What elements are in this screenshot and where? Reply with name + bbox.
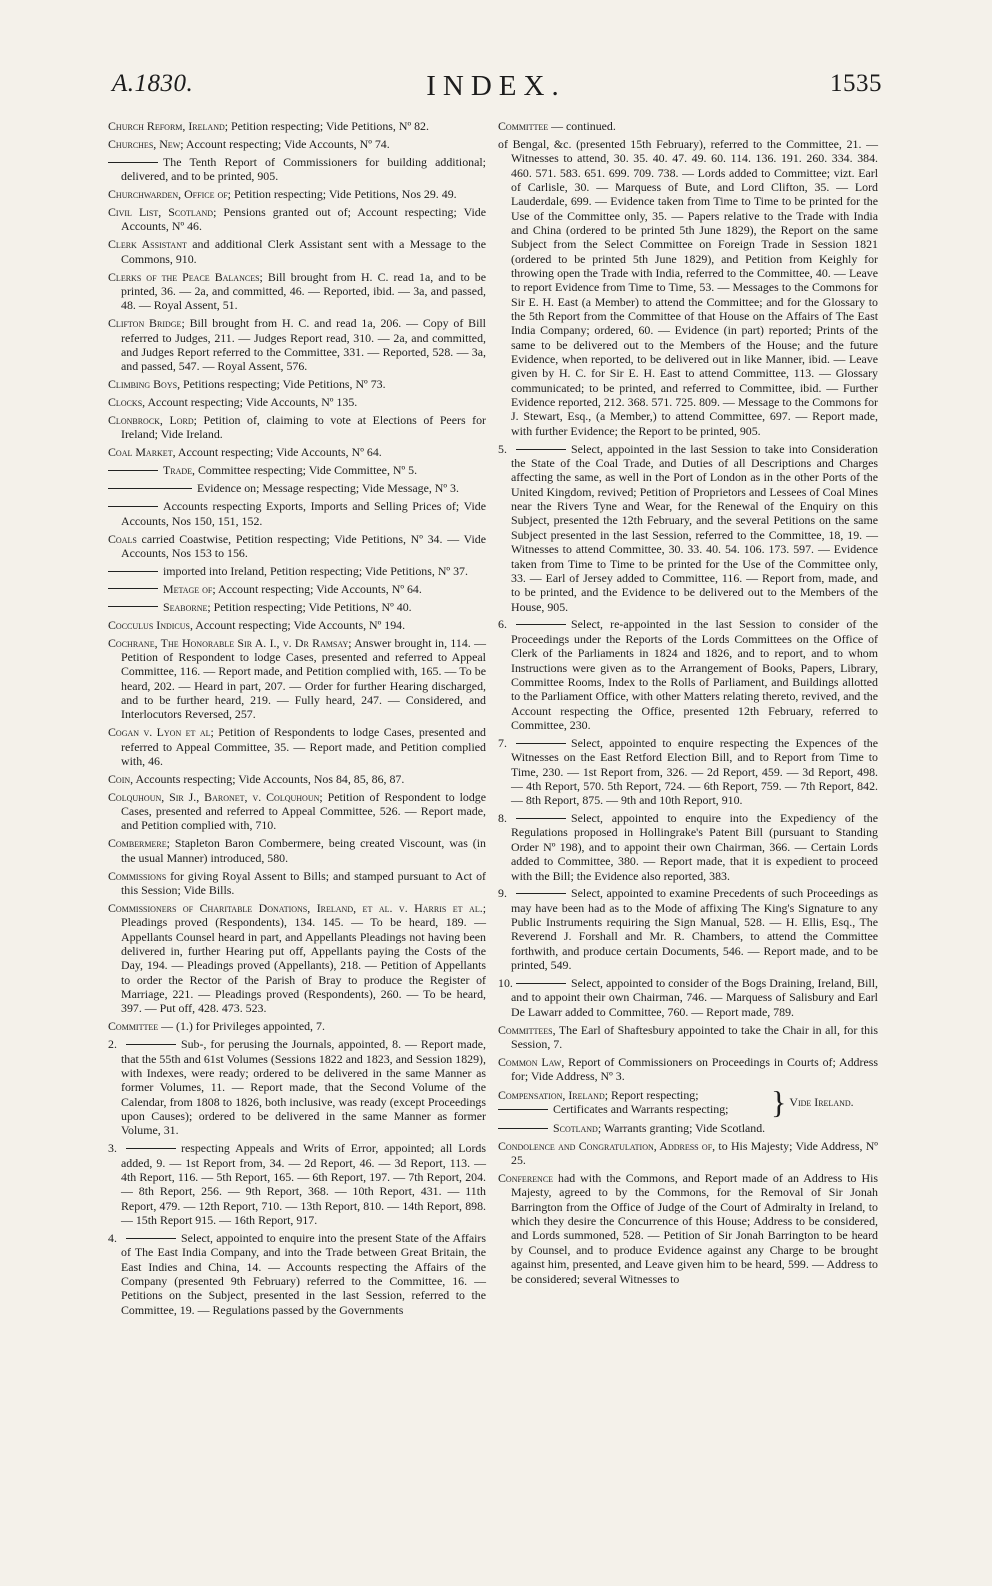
entry-text: ; Petition respecting; Vide Petitions, Nº 40. xyxy=(207,599,412,614)
entry-heading: Climbing Boys xyxy=(108,377,178,392)
entry-text: carried Coastwise, Petition respecting; Vide Petitions, Nº 34. — Vide Accounts, Nos 153 to 156. xyxy=(121,531,486,560)
ditto-dash xyxy=(516,624,566,625)
entry-heading: Coals xyxy=(108,531,137,546)
entry-text: , Accounts respecting; Vide Accounts, Nos 84, 85, 86, 87. xyxy=(130,771,405,786)
index-entry xyxy=(108,270,486,313)
entry-text: , The Earl of Shaftesbury appointed to take the Chair in all, for this Session, 7. xyxy=(511,1022,878,1052)
index-entry xyxy=(108,445,486,459)
entry-heading: Committees xyxy=(498,1022,553,1037)
entry-text: ; Answer brought in, 114. — Petition of Respondent to lodge Cases, presented and referred to Appeal Committee, 116. — Report made, and Petition complied with, 165. — To be heard, 202. — Heard in part, 207. — Order for further Hearing discharged, and to be further heard, 219. — Fully heard, 247. — Considered, and Interlocutors Reversed, 257. xyxy=(121,635,486,722)
ditto-dash xyxy=(108,506,158,507)
ditto-dash xyxy=(108,470,158,471)
index-entry xyxy=(108,395,486,409)
header-year: A.1830. xyxy=(112,70,194,97)
index-entry xyxy=(108,836,486,865)
index-entry xyxy=(108,790,486,833)
entry-text: , Report of Commissioners on Proceedings in Courts of; Address for; Vide Address, Nº 3. xyxy=(511,1055,878,1084)
entry-number: 9. xyxy=(498,886,507,901)
index-entry xyxy=(108,636,486,722)
header-title: INDEX. xyxy=(426,70,566,102)
entry-text: Evidence on; Message respecting; Vide Message, Nº 3. xyxy=(197,481,459,496)
index-entry xyxy=(498,617,878,732)
entry-text: ; Pleadings proved (Respondents), 134. 145. — To be heard, 189. — Appellants Counsel heard in part, and Appellants Pleadings not having been delivered in, further Hearing put off, Appellants paying the Costs of the Day, 194. — Pleadings proved (Appellants), 218. — Petition of Appellants to order the Rector of the Parish of Bray to produce the Register of Marriage, 221. — Pleadings proved (Respondents), 260. — To be heard, 397. — Put off, 428. 473. 523. xyxy=(121,900,486,1016)
entry-heading: Churchwarden, Office of xyxy=(108,187,228,202)
entry-text: respecting Appeals and Writs of Error, appointed; all Lords added, 9. — 1st Report from, 34. — 2d Report, 46. — 3d Report, 113. — 4th Report, 116. — 5th Report, 165. — 6th Report, 197. — 7th Report, 204. — 8th Report, 256. — 9th Report, 368. — 10th Report, 431. — 11th Report, 479. — 12th Report, 710. — 13th Report, 810. — 14th Report, 898. — 15th Report 915. — 16th Report, 917. xyxy=(121,1141,486,1227)
index-entry xyxy=(108,377,486,391)
ditto-dash xyxy=(516,449,566,450)
entry-heading: Church Reform, Ireland xyxy=(108,119,225,133)
index-entry xyxy=(108,901,486,1016)
entry-heading: Civil List, Scotland xyxy=(108,205,214,220)
entry-text: Accounts respecting Exports, Imports and Selling Prices of; Vide Accounts, Nos 150, 151, 152. xyxy=(121,499,486,528)
ditto-dash xyxy=(498,1109,548,1110)
entry-number: 10. xyxy=(498,976,513,991)
entry-text: ; Warrants granting; Vide Scotland. xyxy=(597,1120,766,1135)
entry-text: Select, re-appointed in the last Session to consider of the Proceedings under the Reports of the Lords Committees on the Office of Clerk of the Parliaments in 1824 and 1826, and to report, and to whom Instructions were given as to the Arrangement of Books, Papers, Library, Committee Rooms, Index to the Rolls of Parliament, and Buildings allotted to the Parliament Office, with other Matters relating thereto, revived, and the Account respecting the Office, presented 12th February, referred to Committee, 230. xyxy=(511,617,878,732)
index-entry xyxy=(498,1171,878,1286)
entry-number: 7. xyxy=(498,735,507,750)
entry-text: ; Stapleton Baron Combermere, being created Viscount, was (in the usual Manner) introduced, 580. xyxy=(121,836,486,865)
entry-heading: Metage of xyxy=(163,581,213,596)
index-entry xyxy=(108,1037,486,1137)
index-entry xyxy=(498,736,878,808)
entry-heading: Conference xyxy=(498,1171,554,1186)
ditto-dash xyxy=(108,606,158,607)
header-page-number: 1535 xyxy=(830,70,882,97)
entry-heading: Combermere xyxy=(108,836,167,851)
bracket-reference: Vide Ireland. xyxy=(789,1095,854,1110)
entry-heading: Clerk Assistant xyxy=(108,237,187,252)
index-entry xyxy=(108,463,486,477)
entry-text: ; Petition of Respondent to lodge Cases, presented and referred to Appeal Committee, 526. — Report made, and Petition complied with, 710. xyxy=(121,789,486,833)
ditto-dash xyxy=(126,1044,176,1045)
entry-text: ; Petition respecting; Vide Petitions, Nos 29. 49. xyxy=(227,187,457,202)
index-entry xyxy=(108,413,486,442)
entry-number: 8. xyxy=(498,811,507,826)
entry-text: Certificates and Warrants respecting; xyxy=(553,1102,729,1117)
entry-text: ; Report respecting; xyxy=(604,1087,699,1102)
index-entry xyxy=(498,119,878,133)
index-entry xyxy=(108,564,486,578)
index-entry xyxy=(108,1141,486,1227)
entry-text: Sub-, for perusing the Journals, appointed, 8. — Report made, that the 55th and 61st Volumes (Sessions 1822 and 1823, and Session 1829), with Indexes, were ready; ordered to be delivered in the same Manner as former Volumes, 11. — Report made, that the Second Volume of the Calendar, from 1808 to 1826, both inclusive, was ready (except Proceedings upon Causes); ordered to be delivered in the same Manner as former Volume, 31. xyxy=(121,1037,486,1138)
index-entry xyxy=(108,582,486,596)
entry-heading: Committee xyxy=(108,1019,159,1034)
entry-text: ; Pensions granted out of; Account respecting; Vide Accounts, Nº 46. xyxy=(121,205,486,234)
entry-text: Select, appointed to enquire respecting the Expences of the Witnesses on the East Retford Election Bill, and to Report from Time to Time, 230. — 1st Report from, 326. — 2d Report, 459. — 3d Report, 498. — 4th Report, 570. 5th Report, 724. — 6th Report, 759. — 7th Report, 842. — 8th Report, 875. — 9th and 10th Report, 910. xyxy=(511,735,878,808)
left-column xyxy=(108,119,486,1321)
index-entry xyxy=(108,600,486,614)
index-entry xyxy=(108,119,486,133)
index-entry xyxy=(108,532,486,561)
entry-text: , Account respecting; Vide Accounts, Nº 135. xyxy=(142,395,358,410)
entry-text: Select, appointed in the last Session to take into Consideration the State of the Coal Trade, and Duties of all Descriptions and Charges affecting the same, as well in the Port of London as in the other Ports of the United Kingdom, revived; Petition of Proprietors and Lessees of Coal Mines near the Rivers Tyne and Wear, for the Renewal of the Enquiry on this Subject, presented the 12th February, and the several Petitions on the same Subject presented in the last Session, referred to the Committee, 18, 19. — Witnesses to attend Committee, 30. 33. 40. 54. 106. 173. 597. — Evidence taken from Time to Time to be printed for the Use of the Committee only, 33. — Earl of Jersey added to Committee, 116. — Report from, made, and to be printed, and the Evidence to be delivered out to the Members of the House, 905. xyxy=(511,441,878,614)
ditto-dash xyxy=(108,571,158,572)
brace-symbol: } xyxy=(771,1084,787,1121)
right-column xyxy=(498,119,878,1289)
entry-number: 6. xyxy=(498,617,507,632)
entry-heading: Clifton Bridge xyxy=(108,316,182,331)
entry-heading: Condolence and Congratulation, Address of xyxy=(498,1138,713,1153)
index-entry xyxy=(108,499,486,528)
entry-text: ; Account respecting; Vide Accounts, Nº 64. xyxy=(212,581,422,596)
index-entry xyxy=(498,442,878,614)
entry-heading: Churches, New xyxy=(108,136,181,151)
entry-heading: Cogan v. Lyon et al xyxy=(108,725,211,740)
entry-heading: Compensation, Ireland xyxy=(498,1087,605,1102)
index-entry xyxy=(108,155,486,184)
index-entry xyxy=(108,205,486,234)
entry-heading: Commissions xyxy=(108,868,167,883)
entry-text: ; Account respecting; Vide Accounts, Nº 74. xyxy=(180,136,390,151)
entry-text: Select, appointed to enquire into the Expediency of the Regulations proposed in Hollingrake's Patent Bill (pursuant to Standing Order Nº 198), and to appoint their own Chairman, 366. — Certain Lords added to Committee, 380. — Report made, that it is expedient to proceed with the Bill; the Evidence also reported, 383. xyxy=(511,811,878,883)
index-entry xyxy=(108,1231,486,1317)
entry-heading: Scotland xyxy=(553,1120,598,1135)
entry-text: , Account respecting; Vide Accounts, Nº 64. xyxy=(172,445,382,460)
entry-text: imported into Ireland, Petition respecting; Vide Petitions, Nº 37. xyxy=(163,563,468,578)
entry-text: , Committee respecting; Vide Committee, Nº 5. xyxy=(192,463,418,478)
entry-text: ; Bill brought from H. C. and read 1a, 206. — Copy of Bill referred to Judges, 211. — Judges Report read, 310. — 2a, and committed, and Judges Report referred to the Committee, 331. — Reported, 528. — 3a, and passed, 547. — Royal Assent, 576. xyxy=(121,316,486,374)
entry-heading: Common Law xyxy=(498,1055,562,1069)
entry-text: Select, appointed to consider of the Bogs Draining, Ireland, Bill, and to appoint their own Chairman, 746. — Marquess of Salisbury and Earl De Lawarr added to Committee, 760. — Report made, 789. xyxy=(511,976,878,1019)
entry-text: and additional Clerk Assistant sent with a Message to the Commons, 910. xyxy=(121,237,486,266)
index-entry xyxy=(108,237,486,266)
entry-text: ; Petition of Respondents to lodge Cases, presented and referred to Appeal Committee, 35. — Report made, and Petition complied with, 46. xyxy=(121,725,486,768)
ditto-dash xyxy=(516,818,566,819)
entry-text: ; Petition of, claiming to vote at Elections of Peers for Ireland; Vide Ireland. xyxy=(121,413,486,442)
entry-text: — continued. xyxy=(548,119,616,133)
entry-heading: Clocks xyxy=(108,395,143,410)
index-entry xyxy=(108,772,486,786)
bracket-line xyxy=(498,1102,768,1116)
bracketed-entry xyxy=(498,1084,878,1121)
index-entry xyxy=(108,618,486,632)
index-entry xyxy=(498,976,878,1019)
index-entry xyxy=(498,1023,878,1052)
index-entry xyxy=(108,187,486,201)
index-entry xyxy=(108,137,486,151)
entry-heading: Clonbrock, Lord xyxy=(108,413,194,428)
entry-text: ; Bill brought from H. C. read 1a, and to be printed, 36. — 2a, and committed, 46. — Reported, ibid. — 3a, and passed, 48. — Royal Assent, 51. xyxy=(121,269,486,313)
index-entry xyxy=(108,316,486,373)
index-entry xyxy=(108,1019,486,1033)
entry-number: 5. xyxy=(498,441,507,456)
entry-number: 4. xyxy=(108,1230,117,1245)
entry-text: for giving Royal Assent to Bills; and stamped pursuant to Act of this Session; Vide Bills. xyxy=(121,868,486,897)
entry-text: , Account respecting; Vide Accounts, Nº 194. xyxy=(189,617,406,632)
entry-heading: Coin xyxy=(108,771,131,786)
ditto-dash xyxy=(516,743,566,744)
entry-heading: Trade xyxy=(163,463,193,478)
index-entry xyxy=(498,137,878,438)
entry-heading: Cocculus Indicus xyxy=(108,617,190,632)
ditto-dash xyxy=(108,162,158,163)
entry-text: Select, appointed to enquire into the present State of the Affairs of The East India Company, and into the Trade between Great Britain, the East Indies and China, 14. — Accounts respecting the Affairs of the Company (presented 9th February) referred to the Committee, 16. — Petitions on the Subject, presented in the last Session, referred to the Committee, 19. — Regulations passed by the Governments xyxy=(121,1230,486,1317)
entry-text: , to His Majesty; Vide Address, Nº 25. xyxy=(511,1138,878,1168)
index-entry xyxy=(108,869,486,898)
entry-heading: Clerks of the Peace Balances xyxy=(108,269,260,284)
index-entry xyxy=(498,1121,878,1135)
entry-number: 2. xyxy=(108,1037,117,1052)
entry-heading: Committee xyxy=(498,119,549,133)
entry-text: had with the Commons, and Report made of an Address to His Majesty, agreed to by the Commons, for the Removal of Sir Jonah Barrington from the Office of Judge of the Court of Admiralty in Ireland, to which they desire the Concurrence of this House; Address to be considered, and Lords summoned, 528. — Petition of Sir Jonah Barrington to be heard by Counsel, and to produce Evidence against any Charge to be brought against him, presented, and Leave given him to be heard, 599. — Address to be considered; several Witnesses to xyxy=(511,1171,878,1286)
ditto-dash xyxy=(108,588,158,589)
entry-heading: Coal Market xyxy=(108,445,173,460)
index-entry xyxy=(498,1139,878,1168)
index-entry xyxy=(108,725,486,768)
entry-number: 3. xyxy=(108,1141,117,1156)
ditto-dash xyxy=(126,1238,176,1239)
entry-heading: Seaborne xyxy=(163,599,208,614)
entry-text: Select, appointed to examine Precedents of such Proceedings as may have been had as to the Mode of affixing The King's Signature to any Public Instruments requiring the Sign Manual, 528. — H. Ellis, Esq., The Reverend J. Forshall and Mr. R. Chambers, to attend the Committee forthwith, and produce certain Documents, 546. — Report made, and to be printed, 549. xyxy=(511,886,878,973)
entry-text: — (1.) for Privileges appointed, 7. xyxy=(158,1019,325,1034)
ditto-dash xyxy=(516,983,566,984)
entry-heading: Commissioners of Charitable Donations, Ireland, et al. v. Harris et al. xyxy=(108,900,483,915)
bracket-line xyxy=(498,1088,768,1102)
index-entry xyxy=(498,811,878,883)
index-entry xyxy=(498,1055,878,1084)
index-entry xyxy=(108,481,486,495)
ditto-dash xyxy=(126,1148,176,1149)
page-header xyxy=(0,70,992,114)
ditto-dash xyxy=(516,893,566,894)
entry-text: , Petitions respecting; Vide Petitions, Nº 73. xyxy=(177,377,386,392)
ditto-dash xyxy=(108,488,192,489)
entry-text: The Tenth Report of Commissioners for building additional; delivered, and to be printed, 905. xyxy=(121,154,486,184)
ditto-dash xyxy=(498,1128,548,1129)
entry-text: ; Petition respecting; Vide Petitions, Nº 82. xyxy=(224,119,429,133)
entry-heading: Colquhoun, Sir J., Baronet, v. Colquhoun xyxy=(108,789,320,804)
entry-text: of Bengal, &c. (presented 15th February), referred to the Committee, 21. — Witnesses to attend, 30. 35. 40. 47. 49. 60. 114. 136. 191. 260. 334. 384. 460. 571. 583. 651. 699. 709. 738. — Lords added to Committee; vizt. Earl of Carlisle, 30. — Marquess of Bute, and Lord Clifton, 35. — Lord Lauderdale, 699. — Evidence taken from Time to Time to be printed for the Use of the Committee only, 35. — Papers relative to the Trade with India and China (ordered to be printed 5th June 1829), the Report on the same Subject from the Select Committee on Foreign Trade in Session 1821 (ordered to be printed 5th June 1829), and Petition from Keighly for throwing open the Trade with India, referred to the Committee, 40. — Leave to report Evidence from Time to Time, 53. — Messages to the Commons for Sir E. H. East (a Member) to attend the Committee; and for the Glossary to the 5th Report from the Committee of that House on the Affairs of The East India Company; ordered, 60. — Evidence (in part) reported; Prints of the same to be delivered out to the Members of the House; and the future Evidence, when reported, to be delivered out in like Manner, ibid. — Leave given by H. C. for Sir E. H. East to attend Committee, 113. — Glossary communicated; to be printed, and referred to Committee, ibid. — Further Evidence reported, 212. 368. 571. 725. 809. — Message to the Commons for J. Stewart, Esq., (a Member,) to attend Committee, 697. — Report made, with further Evidence; the Report to be printed, 905. xyxy=(498,136,878,438)
index-entry xyxy=(498,886,878,972)
entry-heading: Cochrane, The Honorable Sir A. I., v. Dr Ramsay xyxy=(108,635,349,650)
bracket-lines xyxy=(498,1088,768,1117)
